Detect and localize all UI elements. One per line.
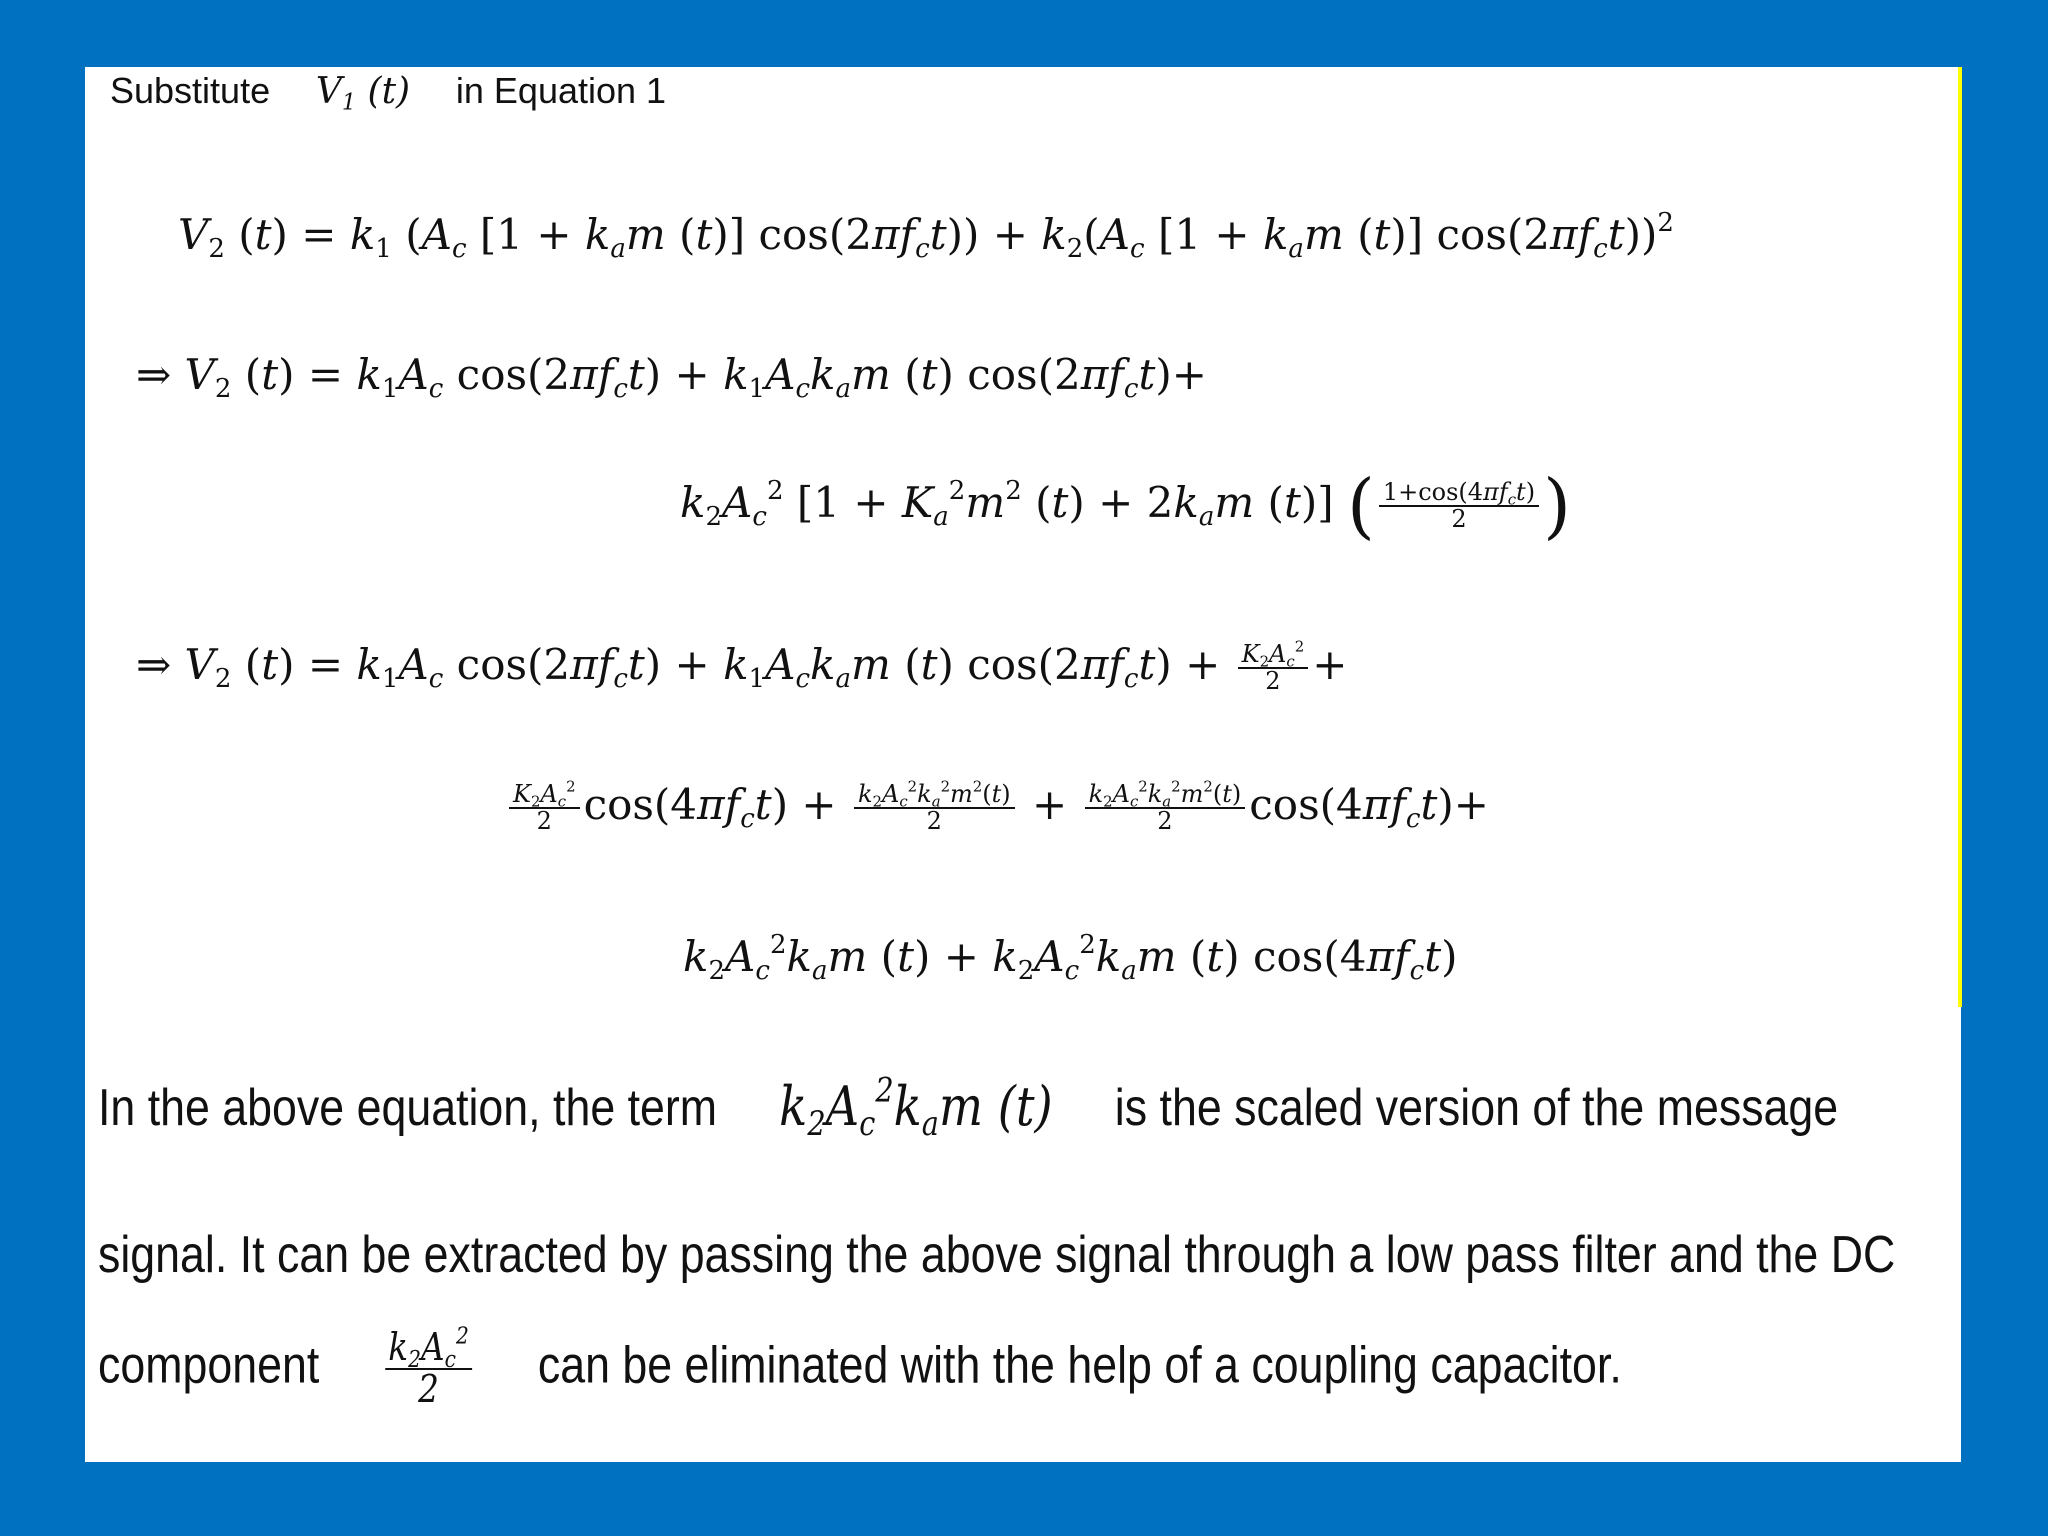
v1-term: $V_1$ (t)	[315, 71, 411, 116]
equation-6: $k_2A_c^2k_am$ $(t) + k_2A_c^2k_am$ (t) $\cos(4\pi f_ct)$	[683, 929, 1458, 986]
paragraph-line-3	[98, 1321, 1622, 1411]
equation-1: $V_2$ $(t) = k_1$ ($A_c$ [$1 + k_am$ (t)] $\cos(2\pi f_ct)) + k_2(A_c$ [$1 + k_am$ (t)] $\cos(2\pi f_ct))^2$	[178, 207, 1674, 264]
equation-4: ⇒ $V_2$ $(t) = k_1A_c$ $\cos(2\pi f_ct) + k_1A_ck_am$ (t) $\cos(2\pi f_ct)$ + $\frac{K_2A_c^2}{2}$ +	[136, 637, 1348, 695]
in-equation-text: in Equation 1	[455, 70, 667, 111]
equation-5: $\frac{K_2A_c^2}{2}$ $\cos(4\pi f_ct)$ + $\frac{k_2A_c^2k_a^2m^2(t)}{2}$ + $\frac{k_2A_c^2k_a^2m^2(t)}{2}$ $\cos(4\pi f_ct)+$	[505, 780, 1489, 834]
substitute-word: Substitute	[110, 70, 271, 111]
equation-2: ⇒ $V_2$ $(t) = k_1A_c$ $\cos(2\pi f_ct) + k_1A_ck_am$ (t) $\cos(2\pi f_ct)+$	[136, 350, 1207, 404]
equation-3: $k_2A_c^2$ [$1 + K_a^2m^2$ $(t) + 2k_am$ (t)] ( $\frac{1+\cos(4\pi f_ct)}{2}$ )	[680, 464, 1571, 547]
paragraph-line-1	[98, 1070, 1839, 1144]
paragraph-text: component	[98, 1336, 320, 1395]
paragraph-text: is the scaled version of the message	[1114, 1079, 1839, 1137]
paragraph-text: can be eliminated with the help of a coupling capacitor.	[537, 1336, 1622, 1395]
substitute-instruction	[110, 70, 667, 116]
message-term: $k_2A_c^2k_am$ (t)	[779, 1070, 1053, 1144]
slide-edge-accent	[1958, 67, 1962, 1007]
paragraph-text: In the above equation, the term	[98, 1079, 718, 1137]
dc-component-fraction: $\frac{k_2A_c^2}{2}$	[385, 1328, 472, 1410]
paragraph-line-2: signal. It can be extracted by passing the above signal through a low pass filter and the DC	[98, 1226, 1896, 1284]
